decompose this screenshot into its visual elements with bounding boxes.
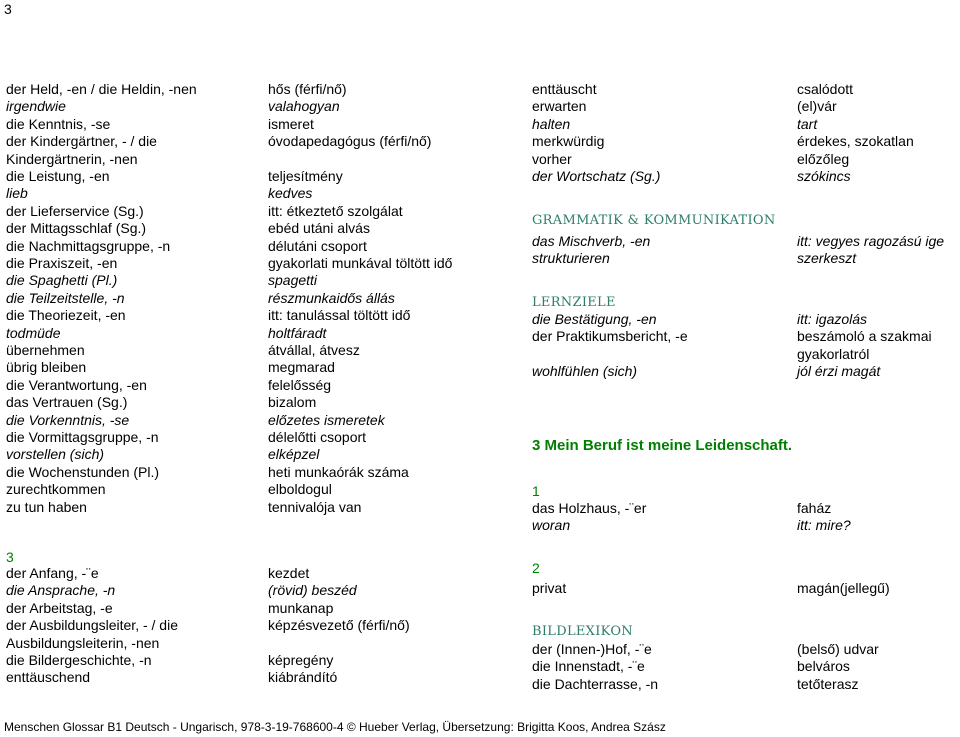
- german-term: die Theoriezeit, -en: [6, 307, 126, 324]
- german-term: der Wortschatz (Sg.): [532, 168, 661, 184]
- hungarian-translation: tennivalója van: [268, 498, 362, 515]
- german-term: der Anfang, -¨e: [6, 565, 99, 581]
- hungarian-translation: gyakorlati munkával töltött idő: [268, 255, 453, 271]
- footer-credits: Menschen Glossar B1 Deutsch - Ungarisch, 978-3-19-768600-4 © Hueber Verlag, Übersetzung: Brigitta Koos, Andrea Szász: [4, 720, 666, 734]
- hungarian-translation: előzőleg: [797, 150, 850, 167]
- section-heading-lernziele: LERNZIELE: [532, 295, 616, 310]
- hungarian-translation: csalódott: [797, 81, 854, 97]
- hungarian-translation: kezdet: [268, 565, 310, 581]
- hungarian-translation: szerkeszt: [797, 250, 857, 267]
- section-heading-bildlexikon: BILDLEXIKON: [532, 624, 633, 639]
- german-term: der Lieferservice (Sg.): [6, 202, 144, 219]
- german-term: der Praktikumsbericht, -e: [532, 328, 688, 345]
- hungarian-translation: tart: [797, 115, 818, 132]
- hungarian-translation: magán(jellegű): [797, 580, 890, 596]
- hungarian-translation: valahogyan: [268, 98, 340, 115]
- german-term: die Bestätigung, -en: [532, 311, 657, 327]
- hungarian-translation: heti munkaórák száma: [268, 463, 409, 480]
- section-number: 2: [532, 560, 540, 576]
- hungarian-translation: bizalom: [268, 394, 317, 411]
- german-term: das Holzhaus, -¨er: [532, 500, 647, 516]
- german-term: der Ausbildungsleiter, - / die: [6, 617, 178, 634]
- hungarian-translation: tetőterasz: [797, 675, 859, 692]
- hungarian-translation: teljesítmény: [268, 168, 343, 184]
- german-term: die Kenntnis, -se: [6, 115, 111, 132]
- german-term: die Praxiszeit, -en: [6, 255, 118, 271]
- hungarian-translation: (el)vár: [797, 98, 837, 115]
- german-term: die Teilzeitstelle, -n: [6, 289, 125, 306]
- hungarian-translation: megmarad: [268, 359, 335, 376]
- hungarian-translation: itt: igazolás: [797, 311, 868, 327]
- german-term: erwarten: [532, 98, 587, 115]
- german-term: strukturieren: [532, 250, 610, 267]
- german-term: halten: [532, 115, 571, 132]
- german-term: zu tun haben: [6, 498, 87, 515]
- german-term: Ausbildungsleiterin, -nen: [6, 634, 160, 651]
- german-term: die Vorkenntnis, -se: [6, 411, 130, 428]
- hungarian-translation: délutáni csoport: [268, 237, 367, 254]
- hungarian-translation: ebéd utáni alvás: [268, 220, 370, 237]
- german-term: wohlfühlen (sich): [532, 363, 638, 380]
- german-term: enttäuschend: [6, 669, 91, 686]
- hungarian-translation: (rövid) beszéd: [268, 582, 357, 599]
- hungarian-translation: beszámoló a szakmai: [797, 328, 932, 345]
- hungarian-translation: kedves: [268, 185, 313, 202]
- page-number: 3: [4, 1, 12, 17]
- hungarian-translation: itt: vegyes ragozású ige: [797, 233, 945, 249]
- german-term: woran: [532, 517, 571, 534]
- german-term: die Wochenstunden (Pl.): [6, 463, 160, 480]
- section-number: 1: [532, 483, 540, 499]
- hungarian-translation: faház: [797, 500, 832, 516]
- hungarian-translation: hős (férfi/nő): [268, 81, 347, 97]
- section-heading-grammatik: GRAMMATIK & KOMMUNIKATION: [532, 213, 776, 228]
- german-term: enttäuscht: [532, 81, 597, 97]
- hungarian-translation: elboldogul: [268, 481, 332, 498]
- german-term: todmüde: [6, 324, 61, 341]
- german-term: die Nachmittagsgruppe, -n: [6, 237, 171, 254]
- german-term: die Innenstadt, -¨e: [532, 658, 645, 675]
- german-term: das Vertrauen (Sg.): [6, 394, 128, 411]
- german-term: die Leistung, -en: [6, 168, 110, 184]
- hungarian-translation: spagetti: [268, 272, 318, 289]
- german-term: die Dachterrasse, -n: [532, 675, 659, 692]
- hungarian-translation: itt: tanulással töltött idő: [268, 307, 411, 324]
- lesson-title: 3 Mein Beruf ist meine Leidenschaft.: [532, 437, 793, 454]
- german-term: übernehmen: [6, 342, 85, 358]
- german-term: lieb: [6, 185, 28, 202]
- german-term: vorher: [532, 150, 572, 167]
- german-term: die Verantwortung, -en: [6, 376, 147, 393]
- hungarian-translation: előzetes ismeretek: [268, 411, 385, 428]
- hungarian-translation: szókincs: [797, 168, 851, 184]
- german-term: die Spaghetti (Pl.): [6, 272, 118, 289]
- section-number: 3: [6, 549, 14, 565]
- german-term: übrig bleiben: [6, 359, 87, 376]
- hungarian-translation: délelőtti csoport: [268, 429, 367, 445]
- german-term: Kindergärtnerin, -nen: [6, 150, 138, 167]
- german-term: der Kindergärtner, - / die: [6, 133, 157, 150]
- hungarian-translation: részmunkaidős állás: [268, 289, 395, 306]
- german-term: merkwürdig: [532, 133, 605, 150]
- hungarian-translation: holtfáradt: [268, 324, 327, 341]
- hungarian-translation: átvállal, átvesz: [268, 342, 360, 358]
- german-term: zurechtkommen: [6, 481, 106, 498]
- hungarian-translation: jól érzi magát: [797, 363, 881, 380]
- german-term: der (Innen-)Hof, -¨e: [532, 641, 652, 657]
- hungarian-translation: képregény: [268, 652, 334, 668]
- hungarian-translation: óvodapedagógus (férfi/nő): [268, 133, 432, 150]
- hungarian-translation: gyakorlatról: [797, 345, 870, 362]
- german-term: die Vormittagsgruppe, -n: [6, 429, 159, 445]
- hungarian-translation: képzésvezető (férfi/nő): [268, 617, 410, 634]
- german-term: die Ansprache, -n: [6, 582, 116, 599]
- hungarian-translation: kiábrándító: [268, 669, 338, 686]
- hungarian-translation: elképzel: [268, 446, 320, 463]
- hungarian-translation: érdekes, szokatlan: [797, 133, 914, 150]
- hungarian-translation: itt: étkeztető szolgálat: [268, 202, 403, 219]
- german-term: der Arbeitstag, -e: [6, 599, 113, 616]
- german-term: der Mittagsschlaf (Sg.): [6, 220, 147, 237]
- german-term: irgendwie: [6, 98, 66, 115]
- hungarian-translation: felelősség: [268, 376, 332, 393]
- hungarian-translation: belváros: [797, 658, 850, 675]
- hungarian-translation: itt: mire?: [797, 517, 851, 534]
- german-term: privat: [532, 580, 567, 596]
- german-term: das Mischverb, -en: [532, 233, 651, 249]
- german-term: vorstellen (sich): [6, 446, 105, 463]
- german-term: der Held, -en / die Heldin, -nen: [6, 81, 197, 97]
- hungarian-translation: munkanap: [268, 599, 334, 616]
- hungarian-translation: ismeret: [268, 115, 314, 132]
- german-term: die Bildergeschichte, -n: [6, 652, 152, 668]
- hungarian-translation: (belső) udvar: [797, 641, 879, 657]
